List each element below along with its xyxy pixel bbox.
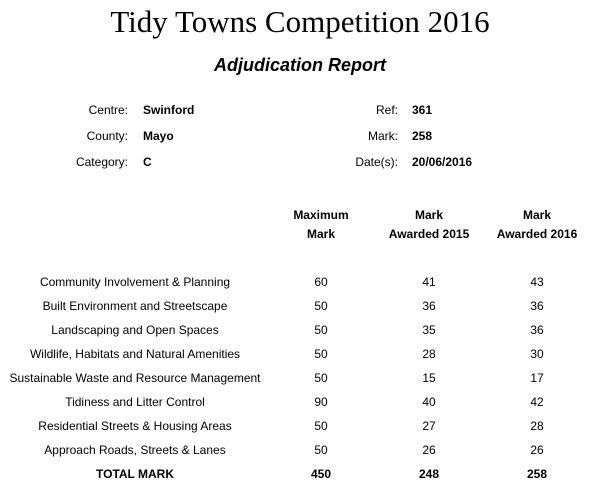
- category-name: Wildlife, Habitats and Natural Amenities: [29, 347, 241, 361]
- category-value: C: [143, 155, 152, 169]
- max-mark: 50: [314, 299, 328, 313]
- mark-2015: 27: [422, 419, 436, 433]
- total-mark-2016: 258: [526, 467, 548, 481]
- ref-label: Ref:: [375, 103, 398, 117]
- category-name: Sustainable Waste and Resource Management: [9, 371, 261, 385]
- centre-label: Centre:: [88, 103, 128, 117]
- mark-2016: 26: [530, 443, 544, 457]
- table-row: [0, 438, 600, 462]
- mark-2015: 36: [422, 299, 436, 313]
- table-row: [0, 390, 600, 414]
- category-label: Category:: [75, 155, 128, 169]
- max-mark: 60: [314, 275, 328, 289]
- dates-label: Date(s):: [355, 155, 398, 169]
- max-mark: 50: [314, 419, 328, 433]
- table-row: [0, 414, 600, 438]
- table-row: [0, 294, 600, 318]
- mark-2016: 43: [530, 275, 544, 289]
- table-row: [0, 318, 600, 342]
- mark-value: 258: [412, 129, 433, 143]
- total-mark-2015: 248: [418, 467, 440, 481]
- mark-label: Mark:: [368, 129, 398, 143]
- header-mark-2016: Mark Awarded 2016: [496, 208, 578, 241]
- total-max-mark: 450: [310, 467, 332, 481]
- mark-2016: 30: [530, 347, 544, 361]
- header-mark-2015: Mark Awarded 2015: [388, 208, 470, 241]
- total-label: TOTAL MARK: [96, 467, 174, 481]
- category-name: Community Involvement & Planning: [39, 275, 231, 289]
- category-name: Tidiness and Litter Control: [65, 395, 205, 409]
- centre-value: Swinford: [143, 103, 195, 117]
- mark-2015: 35: [422, 323, 436, 337]
- county-label: County:: [86, 129, 128, 143]
- category-name: Residential Streets & Housing Areas: [38, 419, 232, 433]
- table-row: [0, 270, 600, 294]
- report-subtitle: Adjudication Report: [214, 55, 386, 75]
- dates-value: 20/06/2016: [412, 155, 473, 169]
- mark-2016: 28: [530, 419, 544, 433]
- category-name: Approach Roads, Streets & Lanes: [44, 443, 226, 457]
- mark-2015: 15: [422, 371, 436, 385]
- mark-2015: 26: [422, 443, 436, 457]
- ref-value: 361: [412, 103, 433, 117]
- mark-2015: 40: [422, 395, 436, 409]
- max-mark: 50: [314, 323, 328, 337]
- mark-2016: 36: [530, 323, 544, 337]
- max-mark: 50: [314, 347, 328, 361]
- mark-2015: 41: [422, 275, 436, 289]
- page-title: Tidy Towns Competition 2016: [110, 4, 490, 39]
- category-name: Built Environment and Streetscape: [42, 299, 228, 313]
- mark-2016: 42: [530, 395, 544, 409]
- max-mark: 50: [314, 371, 328, 385]
- table-row: [0, 366, 600, 390]
- max-mark: 50: [314, 443, 328, 457]
- county-value: Mayo: [143, 129, 174, 143]
- header-maximum-mark: Maximum Mark: [293, 208, 349, 241]
- max-mark: 90: [314, 395, 328, 409]
- category-name: Landscaping and Open Spaces: [51, 323, 219, 337]
- total-row: [0, 462, 600, 486]
- mark-2015: 28: [422, 347, 436, 361]
- table-row: [0, 342, 600, 366]
- mark-2016: 36: [530, 299, 544, 313]
- mark-2016: 17: [530, 371, 544, 385]
